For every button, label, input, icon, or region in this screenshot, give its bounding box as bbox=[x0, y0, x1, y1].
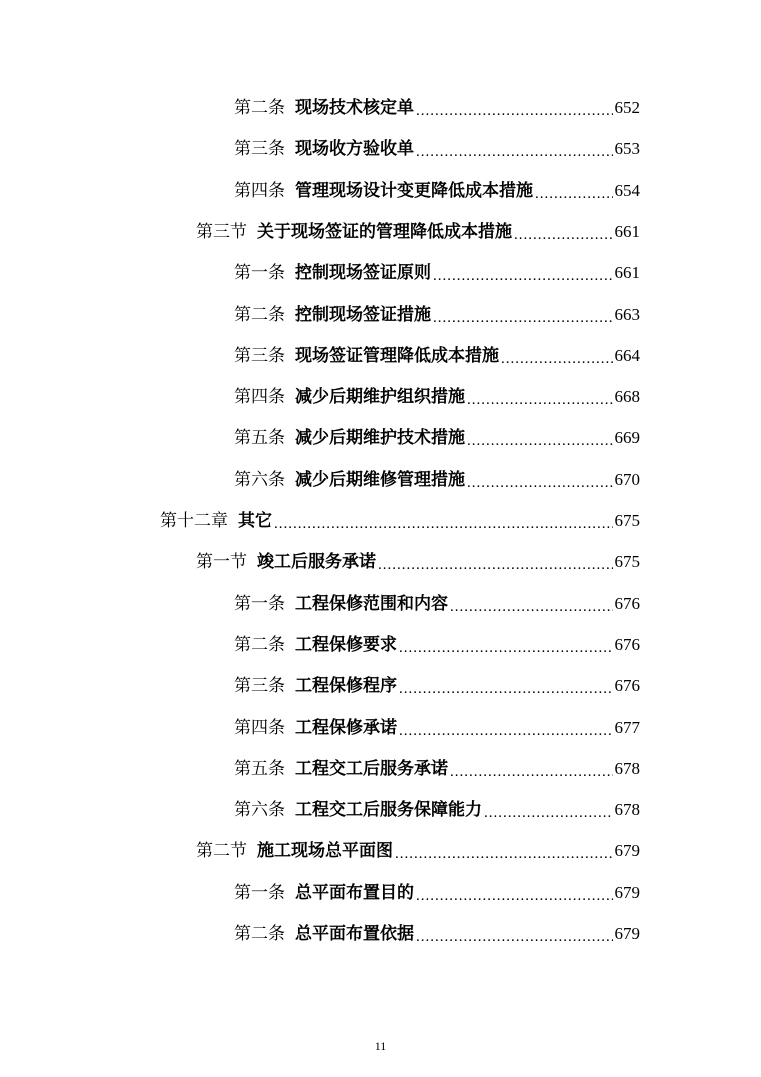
toc-dot-leader bbox=[416, 917, 613, 957]
toc-entry-page: 679 bbox=[614, 841, 640, 861]
toc-entry-number: 第三节 bbox=[196, 221, 247, 242]
toc-entry-page: 678 bbox=[614, 758, 640, 778]
toc-dot-leader bbox=[416, 91, 613, 131]
toc-entry-title: 现场技术核定单 bbox=[295, 98, 414, 118]
toc-entry-title: 总平面布置目的 bbox=[295, 882, 414, 903]
toc-entry-title: 减少后期维护组织措施 bbox=[295, 387, 465, 408]
toc-entry-page: 652 bbox=[614, 98, 640, 117]
toc-entry-title: 工程保修范围和内容 bbox=[295, 593, 448, 614]
toc-entry-title: 控制现场签证措施 bbox=[295, 304, 431, 325]
toc-entry-title: 现场收方验收单 bbox=[295, 139, 414, 160]
page-number: 11 bbox=[374, 1039, 387, 1053]
toc-entry-title: 管理现场设计变更降低成本措施 bbox=[295, 180, 533, 201]
toc-dot-leader bbox=[399, 628, 613, 668]
toc-entry-page: 663 bbox=[614, 304, 640, 324]
toc-entry-number: 第五条 bbox=[234, 428, 285, 449]
toc-dot-leader bbox=[535, 174, 613, 214]
toc-entry-number: 第一节 bbox=[196, 552, 247, 573]
toc-entry-number: 第二条 bbox=[234, 634, 285, 655]
toc-entry[interactable] bbox=[234, 625, 640, 665]
toc-entry-title: 竣工后服务承诺 bbox=[257, 552, 376, 573]
toc-entry-page: 676 bbox=[614, 634, 640, 654]
toc-entry-number: 第三条 bbox=[234, 676, 285, 697]
toc-entry[interactable] bbox=[234, 171, 640, 211]
toc-entry-page: 668 bbox=[614, 387, 640, 407]
toc-entry-number: 第十二章 bbox=[160, 511, 228, 531]
toc-dot-leader bbox=[450, 752, 613, 792]
toc-entry[interactable] bbox=[234, 708, 640, 748]
toc-entry[interactable] bbox=[234, 873, 640, 913]
toc-dot-leader bbox=[433, 298, 613, 338]
toc-entry[interactable] bbox=[234, 129, 640, 169]
toc-entry[interactable] bbox=[234, 295, 640, 335]
toc-entry-page: 654 bbox=[614, 180, 640, 200]
toc-entry[interactable] bbox=[234, 88, 640, 128]
toc-dot-leader bbox=[274, 504, 613, 544]
toc-dot-leader bbox=[399, 669, 613, 709]
toc-dot-leader bbox=[467, 380, 613, 420]
toc-entry-page: 675 bbox=[614, 511, 640, 530]
toc-entry[interactable] bbox=[234, 418, 640, 458]
toc-entry-page: 678 bbox=[614, 800, 640, 820]
toc-entry-page: 679 bbox=[614, 882, 640, 902]
toc-entry-number: 第一条 bbox=[234, 263, 285, 284]
toc-entry[interactable] bbox=[160, 501, 640, 541]
toc-entry-title: 工程保修程序 bbox=[295, 676, 397, 697]
toc-entry-number: 第四条 bbox=[234, 180, 285, 201]
toc-dot-leader bbox=[395, 834, 613, 874]
toc-entry-title: 减少后期维修管理措施 bbox=[295, 469, 465, 490]
toc-entry[interactable] bbox=[196, 831, 640, 871]
toc-entry[interactable] bbox=[234, 914, 640, 954]
toc-dot-leader bbox=[433, 256, 613, 296]
toc-entry-page: 679 bbox=[614, 924, 640, 943]
toc-entry-number: 第二条 bbox=[234, 924, 285, 944]
toc-dot-leader bbox=[450, 587, 613, 627]
toc-entry-title: 控制现场签证原则 bbox=[295, 263, 431, 284]
toc-dot-leader bbox=[416, 132, 613, 172]
toc-entry-page: 676 bbox=[614, 676, 640, 696]
toc-entry-title: 工程保修承诺 bbox=[295, 717, 397, 738]
toc-entry-title: 现场签证管理降低成本措施 bbox=[295, 345, 499, 366]
toc-entry-number: 第五条 bbox=[234, 758, 285, 779]
toc-dot-leader bbox=[378, 545, 613, 585]
toc-entry[interactable] bbox=[234, 336, 640, 376]
toc-dot-leader bbox=[514, 215, 613, 255]
toc-entry-page: 661 bbox=[614, 221, 640, 241]
toc-entry-title: 工程交工后服务承诺 bbox=[295, 758, 448, 779]
toc-entry-number: 第二条 bbox=[234, 98, 285, 118]
toc-entry-number: 第二节 bbox=[196, 841, 247, 862]
toc-entry-title: 工程交工后服务保障能力 bbox=[295, 800, 482, 821]
toc-dot-leader bbox=[501, 339, 613, 379]
toc-entry-title: 施工现场总平面图 bbox=[257, 841, 393, 862]
toc-entry-page: 669 bbox=[614, 428, 640, 448]
toc-entry-number: 第三条 bbox=[234, 345, 285, 366]
toc-entry-number: 第六条 bbox=[234, 469, 285, 490]
toc-entry-title: 其它 bbox=[238, 511, 272, 531]
toc-dot-leader bbox=[399, 711, 613, 751]
toc-entry-title: 工程保修要求 bbox=[295, 634, 397, 655]
toc-entry-title: 总平面布置依据 bbox=[295, 924, 414, 944]
toc-entry-title: 减少后期维护技术措施 bbox=[295, 428, 465, 449]
toc-entry-page: 653 bbox=[614, 139, 640, 159]
toc-entry-title: 关于现场签证的管理降低成本措施 bbox=[257, 221, 512, 242]
toc-entry[interactable] bbox=[196, 542, 640, 582]
toc-dot-leader bbox=[484, 793, 613, 833]
toc-dot-leader bbox=[467, 463, 613, 503]
toc-entry[interactable] bbox=[234, 377, 640, 417]
toc-entry[interactable] bbox=[234, 749, 640, 789]
toc-dot-leader bbox=[467, 421, 613, 461]
toc-entry-page: 677 bbox=[614, 717, 640, 737]
toc-entry-page: 661 bbox=[614, 263, 640, 283]
toc-entry-number: 第四条 bbox=[234, 387, 285, 408]
toc-entry-page: 675 bbox=[614, 552, 640, 572]
toc-entry-number: 第六条 bbox=[234, 800, 285, 821]
toc-entry-number: 第三条 bbox=[234, 139, 285, 160]
toc-entry-number: 第二条 bbox=[234, 304, 285, 325]
toc-entry-page: 670 bbox=[614, 469, 640, 489]
toc-entry[interactable] bbox=[234, 253, 640, 293]
toc-entry[interactable] bbox=[234, 790, 640, 830]
toc-entry[interactable] bbox=[234, 460, 640, 500]
toc-entry[interactable] bbox=[196, 212, 640, 252]
toc-entry[interactable] bbox=[234, 584, 640, 624]
toc-entry-page: 664 bbox=[614, 345, 640, 365]
toc-entry-number: 第四条 bbox=[234, 717, 285, 738]
toc-entry-number: 第一条 bbox=[234, 882, 285, 903]
toc-dot-leader bbox=[416, 876, 613, 916]
toc-entry-page: 676 bbox=[614, 593, 640, 613]
toc-entry[interactable] bbox=[234, 666, 640, 706]
toc-entry-number: 第一条 bbox=[234, 593, 285, 614]
